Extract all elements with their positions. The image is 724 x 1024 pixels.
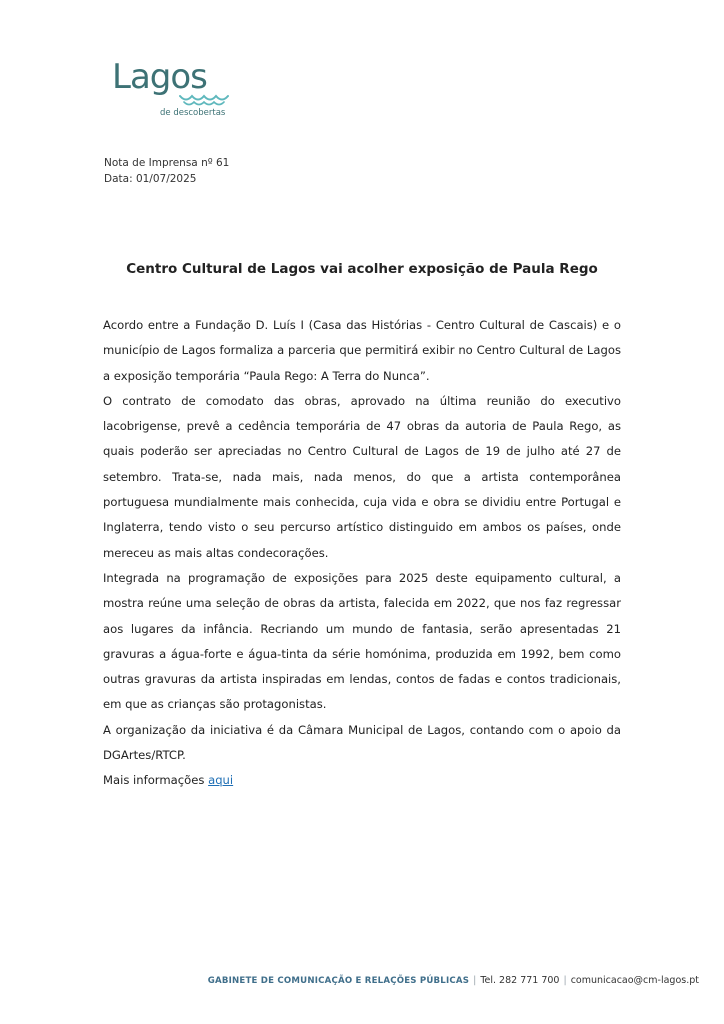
press-release-date: Data: 01/07/2025 <box>104 173 197 185</box>
paragraph: Integrada na programação de exposições para 2025 deste equipamento cultural, a mostra reúne uma seleção de obras da artista, falecida em 2022, que nos faz regressar aos lugares da infância. Recriando um mundo de fantasia, serão apresentadas 21 gravuras a água-forte e água-tinta da série homónima, produzida em 1992, bem como outras gravuras da artista inspiradas em lendas, contos de fadas e contos tradicionais, em que as crianças são protagonistas. <box>103 570 621 712</box>
more-info-line <box>103 768 621 793</box>
document-body <box>103 313 621 794</box>
footer-phone: Tel. 282 771 700 <box>480 975 560 986</box>
footer <box>208 975 699 986</box>
footer-separator: | <box>473 975 477 986</box>
footer-separator: | <box>563 975 567 986</box>
logo-wordmark: Lagos <box>112 57 207 97</box>
more-info-link[interactable]: aqui <box>208 773 234 788</box>
more-info-label: Mais informações <box>103 773 205 788</box>
press-release-meta <box>104 155 229 187</box>
press-release-number: Nota de Imprensa nº 61 <box>104 157 230 169</box>
footer-email: comunicacao@cm-lagos.pt <box>570 975 699 986</box>
waves-icon <box>179 93 229 107</box>
paragraph: Acordo entre a Fundação D. Luís I (Casa das Histórias - Centro Cultural de Cascais) e o município de Lagos formaliza a parceria que permitirá exibir no Centro Cultural de Lagos a exposição temporária “Paula Rego: A Terra do Nunca”. <box>103 318 621 383</box>
paragraph: O contrato de comodato das obras, aprovado na última reunião do executivo lacobrigense, prevê a cedência temporária de 47 obras da autoria de Paula Rego, as quais poderão ser apreciadas no Centro Cultural de Lagos de 19 de julho até 27 de setembro. Trata-se, nada mais, nada menos, do que a artista contemporânea portuguesa mundialmente mais conhecida, cuja vida e obra se dividiu entre Portugal e Inglaterra, tendo visto o seu percurso artístico distinguido em ambos os países, onde mereceu as mais altas condecorações. <box>103 393 621 560</box>
logo-tagline: de descobertas <box>160 108 226 118</box>
paragraph: A organização da iniciativa é da Câmara Municipal de Lagos, contando com o apoio da DGArtes/RTCP. <box>103 722 621 763</box>
lagos-logo <box>112 57 242 126</box>
document-title: Centro Cultural de Lagos vai acolher exposição de Paula Rego <box>126 261 598 277</box>
footer-department: GABINETE DE COMUNICAÇÃO E RELAÇÕES PÚBLICAS <box>207 976 470 986</box>
